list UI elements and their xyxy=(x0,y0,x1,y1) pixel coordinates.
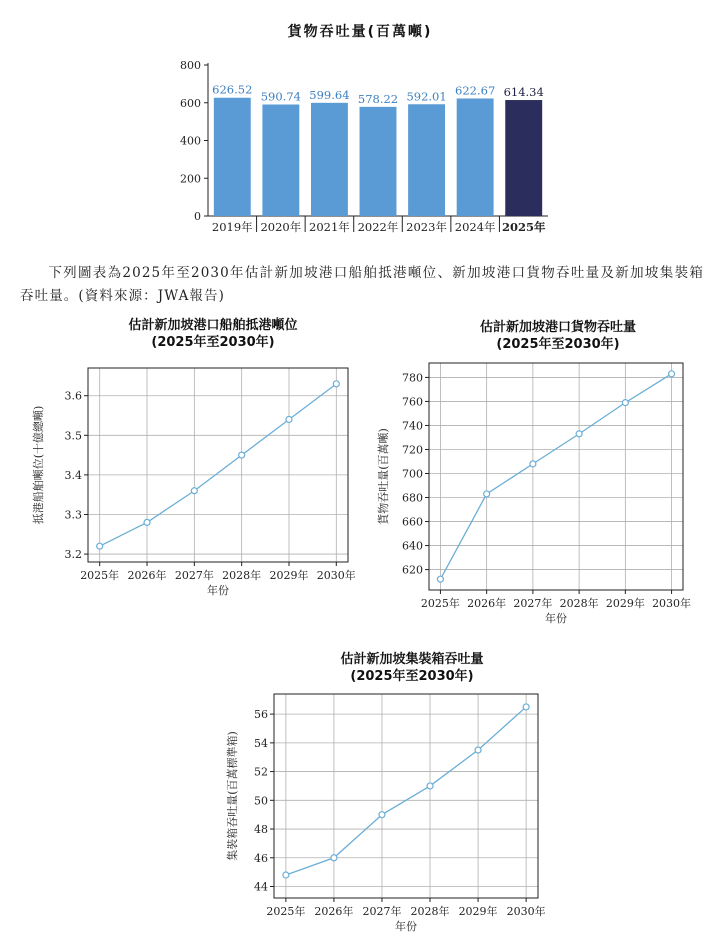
data-label: 578.22 xyxy=(357,91,399,106)
data-label: 590.74 xyxy=(260,89,301,104)
y-tick-label: 3.6 xyxy=(64,389,82,403)
cargo-throughput-bar-chart xyxy=(0,0,720,245)
series-line xyxy=(440,374,671,579)
data-label: 626.52 xyxy=(212,82,253,97)
chart-plot xyxy=(222,650,562,946)
x-tick-label: 2023年 xyxy=(406,220,447,234)
data-point xyxy=(437,576,443,582)
data-point xyxy=(576,431,582,437)
y-tick-label: 620 xyxy=(402,563,423,577)
y-axis-label: 貨物吞吐量(百萬噸) xyxy=(377,428,390,525)
bar xyxy=(408,104,445,216)
x-axis-label: 年份 xyxy=(395,920,417,933)
chart-subtitle: (2025年至2030年) xyxy=(151,335,275,350)
x-axis-label: 年份 xyxy=(207,584,229,597)
data-point xyxy=(427,783,433,789)
intro-paragraph: 下列圖表為2025年至2030年估計新加坡港口船舶抵港噸位、新加坡港口貨物吞吐量及新加坡集裝箱吞吐量。(資料來源：JWA報告) xyxy=(20,265,704,304)
x-tick-label: 2027年 xyxy=(513,597,553,610)
y-tick-label: 3.3 xyxy=(64,508,82,522)
chart-subtitle: (2025年至2030年) xyxy=(350,669,474,684)
y-tick-label: 720 xyxy=(402,443,423,457)
y-tick-label: 660 xyxy=(402,515,423,529)
data-point xyxy=(333,381,339,387)
x-tick-label: 2029年 xyxy=(458,905,498,918)
bar xyxy=(311,103,348,216)
y-tick-label: 54 xyxy=(254,736,268,750)
data-point xyxy=(379,812,385,818)
plot-frame xyxy=(274,694,538,898)
bar xyxy=(214,98,251,216)
y-tick-label: 3.2 xyxy=(64,548,82,562)
y-tick-label: 56 xyxy=(254,708,268,722)
bar xyxy=(360,107,397,216)
data-label: 622.67 xyxy=(455,83,496,98)
container-throughput-line-chart xyxy=(222,650,562,946)
data-label: 599.64 xyxy=(309,87,350,102)
x-tick-label: 2027年 xyxy=(362,905,402,918)
x-tick-label: 2026年 xyxy=(314,905,354,918)
data-point xyxy=(484,491,490,497)
data-point xyxy=(97,543,103,549)
chart-title: 貨物吞吐量(百萬噸) xyxy=(287,24,433,40)
bar xyxy=(505,100,542,216)
x-tick-label: 2028年 xyxy=(222,569,262,582)
y-tick-label: 640 xyxy=(402,539,423,553)
y-tick-label: 3.5 xyxy=(64,429,82,443)
data-point xyxy=(283,872,289,878)
y-tick-label: 600 xyxy=(180,96,201,110)
x-tick-label: 2029年 xyxy=(269,569,309,582)
series-line xyxy=(286,707,526,875)
x-tick-label: 2026年 xyxy=(467,597,507,610)
y-tick-label: 740 xyxy=(402,419,423,433)
y-tick-label: 700 xyxy=(402,467,423,481)
y-axis-label: 抵港船舶噸位(十億總噸) xyxy=(32,405,45,525)
data-point xyxy=(191,488,197,494)
bar xyxy=(262,104,299,216)
vessel-tonnage-line-chart xyxy=(28,318,368,608)
y-tick-label: 400 xyxy=(180,134,201,148)
data-point xyxy=(239,452,245,458)
y-tick-label: 760 xyxy=(402,395,423,409)
data-point xyxy=(144,519,150,525)
data-point xyxy=(622,400,628,406)
series-line xyxy=(100,384,337,546)
data-point xyxy=(523,704,529,710)
y-tick-label: 3.4 xyxy=(64,468,82,482)
x-tick-label: 2028年 xyxy=(559,597,599,610)
data-point xyxy=(530,461,536,467)
chart-title: 估計新加坡集裝箱吞吐量 xyxy=(340,652,484,667)
y-tick-label: 200 xyxy=(180,172,201,186)
x-tick-label: 2030年 xyxy=(506,905,546,918)
data-label: 592.01 xyxy=(406,89,447,104)
x-tick-label: 2030年 xyxy=(316,569,356,582)
x-tick-label: 2025年 xyxy=(80,569,120,582)
x-tick-label: 2024年 xyxy=(454,220,496,234)
chart-title: 估計新加坡港口船舶抵港噸位 xyxy=(128,318,298,333)
y-tick-label: 680 xyxy=(402,491,423,505)
data-point xyxy=(669,371,675,377)
data-point xyxy=(475,747,481,753)
y-tick-label: 0 xyxy=(194,210,201,223)
chart-plot xyxy=(373,318,703,638)
bar xyxy=(457,98,494,216)
y-tick-label: 780 xyxy=(402,371,423,385)
x-tick-label: 2027年 xyxy=(174,569,214,582)
x-tick-label: 2030年 xyxy=(652,597,692,610)
data-label: 614.34 xyxy=(503,85,544,100)
y-tick-label: 52 xyxy=(254,765,268,779)
x-tick-label: 2020年 xyxy=(260,220,302,234)
y-tick-label: 46 xyxy=(254,851,268,865)
x-tick-label: 2028年 xyxy=(410,905,450,918)
x-tick-label: 2019年 xyxy=(211,220,253,234)
x-axis-label: 年份 xyxy=(545,612,567,625)
data-point xyxy=(331,855,337,861)
y-axis-label: 集裝箱吞吐量(百萬標準箱) xyxy=(226,731,239,861)
y-tick-label: 44 xyxy=(254,880,268,894)
chart-plot xyxy=(28,318,368,608)
x-tick-label: 2026年 xyxy=(127,569,167,582)
x-tick-label: 2021年 xyxy=(309,220,350,234)
y-tick-label: 50 xyxy=(254,794,268,808)
plot-frame xyxy=(429,363,683,590)
x-tick-label: 2029年 xyxy=(605,597,645,610)
y-tick-label: 800 xyxy=(180,59,201,72)
x-tick-label: 2025年 xyxy=(501,220,546,234)
data-point xyxy=(286,416,292,422)
x-tick-label: 2025年 xyxy=(266,905,306,918)
y-tick-label: 48 xyxy=(254,823,268,837)
x-tick-label: 2025年 xyxy=(420,597,460,610)
chart-title: 估計新加坡港口貨物吞吐量 xyxy=(479,320,636,335)
cargo-throughput-line-chart xyxy=(373,318,703,638)
chart-subtitle: (2025年至2030年) xyxy=(496,337,620,352)
x-tick-label: 2022年 xyxy=(357,220,399,234)
